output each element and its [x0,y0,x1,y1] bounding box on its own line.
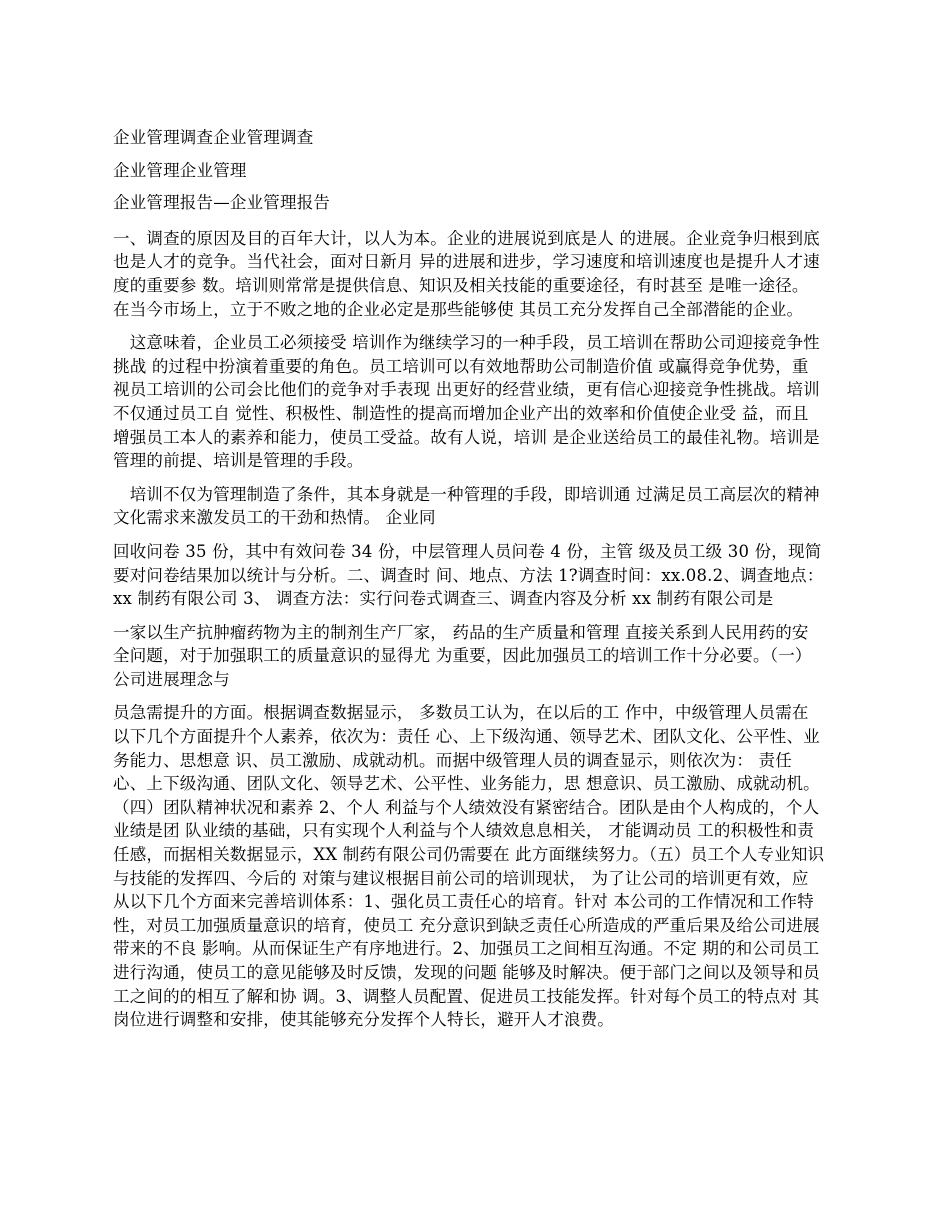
doc-title-2: 企业管理企业管理 [113,160,247,180]
paragraph-training-management: 培训不仅为管理制造了条件，其本身就是一种管理的手段，即培训通 过满足员工高层次的精神文化需求来激发员工的干劲和热情。 企业同 [113,484,820,528]
paragraph-survey-method: 回收问卷 35 份，其中有效问卷 34 份，中层管理人员问卷 4 份，主管 级及员工级 30 份，现简要对问卷结果加以统计与分析。二、调查时 间、地点、方法 1?调查时间：xx.08.2、调查地点：xx 制药有限公司 3、 调查方法：实行问卷式调查三、调查内容及分析 xx 制药有限公司是 [113,541,824,609]
paragraph-purpose: 一、调查的原因及目的百年大计，以人为本。企业的进展说到底是人 的进展。企业竞争归根到底也是人才的竞争。当代社会，面对日新月 异的进展和进步，学习速度和培训速度也是提升人才速度的重要参 数。培训则常常是提供信息、知识及相关技能的重要途径，有时甚至 是唯一途径。在当今市场上，立于不败之地的企业必定是那些能够使 其员工充分发挥自己全部潜能的企业。 [113,228,820,319]
paragraph-training-role: 这意味着，企业员工必须接受 培训作为继续学习的一种手段，员工培训在帮助公司迎接竞争性挑战 的过程中扮演着重要的角色。员工培训可以有效地帮助公司制造价值 或赢得竞争优势，重视员工培训的公司会比他们的竞争对手表现 出更好的经营业绩，更有信心迎接竞争性挑战。培训不仅通过员工自 觉性、积极性、制造性的提高而增加企业产出的效率和价值使企业受 益，而且增强员工本人的素养和能力，使员工受益。故有人说，培训 是企业送给员工的最佳礼物。培训是管理的前提、培训是管理的手段。 [113,333,820,471]
paragraph-company-intro: 一家以生产抗肿瘤药物为主的制剂生产厂家， 药品的生产质量和管理 直接关系到人民用药的安全问题，对于加强职工的质量意识的显得尤 为重要，因此加强员工的培训工作十分必要。（一）公司进展理念与 [113,622,812,689]
paragraph-analysis-suggestions: 员急需提升的方面。根据调查数据显示， 多数员工认为，在以后的工 作中，中级管理人员需在以下几个方面提升个人素养，依次为：责任 心、上下级沟通、领导艺术、团队文化、公平性、业务能力、思想意 识、员工激励、成就动机。而据中级管理人员的调查显示，则依次为： 责任心、上下级沟通、团队文化、领导艺术、公平性、业务能力，思 想意识、员工激励、成就动机。（四）团队精神状况和素养 2、个人 利益与个人绩效没有紧密结合。团队是由个人构成的，个人业绩是团 队业绩的基础，只有实现个人利益与个人绩效息息相关， 才能调动员 工的积极性和责任感，而据相关数据显示，XX 制药有限公司仍需要在 此方面继续努力。（五）员工个人专业知识与技能的发挥四、今后的 对策与建议根据目前公司的培训现状， 为了让公司的培训更有效，应 从以下几个方面来完善培训体系：1、强化员工责任心的培育。针对 本公司的工作情况和工作特性，对员工加强质量意识的培育，使员工 充分意识到缺乏责任心所造成的严重后果及给公司进展带来的不良 影响。从而保证生产有序地进行。2、加强员工之间相互沟通。不定 期的和公司员工进行沟通，使员工的意见能够及时反馈，发现的问题 能够及时解决。便于部门之间以及领导和员工之间的的相互了解和协 调。3、调整人员配置、促进员工技能发挥。针对每个员工的特点对 其岗位进行调整和安排，使其能够充分发挥个人特长，避开人才浪费。 [113,703,825,1030]
doc-title-1: 企业管理调查企业管理调查 [113,128,314,147]
document-page [113,114,825,1032]
doc-title-3: 企业管理报告—企业管理报告 [113,193,331,213]
